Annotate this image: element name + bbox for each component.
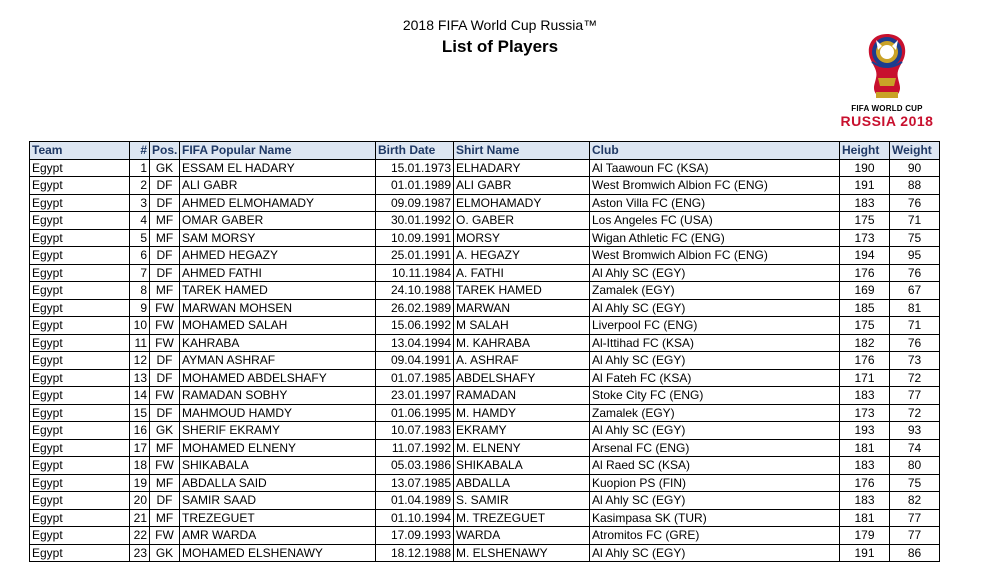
cell-popular-name: SHIKABALA	[180, 457, 376, 475]
table-row	[30, 404, 940, 422]
cell-shirt-name: ABDALLA	[454, 474, 590, 492]
cell-club: Al Ahly SC (EGY)	[590, 352, 840, 370]
cell-club: West Bromwich Albion FC (ENG)	[590, 247, 840, 265]
cell-birth-date: 13.04.1994	[376, 334, 454, 352]
cell-popular-name: TAREK HAMED	[180, 282, 376, 300]
cell-club: Atromitos FC (GRE)	[590, 527, 840, 545]
cell-position: GK	[150, 159, 180, 177]
cell-number: 13	[130, 369, 150, 387]
cell-birth-date: 15.06.1992	[376, 317, 454, 335]
cell-height: 183	[840, 457, 890, 475]
cell-team: Egypt	[30, 317, 130, 335]
cell-number: 23	[130, 544, 150, 562]
cell-weight: 77	[890, 527, 940, 545]
cell-team: Egypt	[30, 492, 130, 510]
cell-height: 183	[840, 387, 890, 405]
cell-shirt-name: MORSY	[454, 229, 590, 247]
cell-height: 176	[840, 474, 890, 492]
cell-position: FW	[150, 527, 180, 545]
cell-shirt-name: ALI GABR	[454, 177, 590, 195]
cell-height: 194	[840, 247, 890, 265]
cell-weight: 71	[890, 212, 940, 230]
cell-club: Al Fateh FC (KSA)	[590, 369, 840, 387]
cell-shirt-name: WARDA	[454, 527, 590, 545]
cell-position: DF	[150, 404, 180, 422]
cell-height: 191	[840, 544, 890, 562]
cell-number: 19	[130, 474, 150, 492]
cell-shirt-name: ELMOHAMADY	[454, 194, 590, 212]
table-row	[30, 264, 940, 282]
cell-height: 169	[840, 282, 890, 300]
cell-shirt-name: A. FATHI	[454, 264, 590, 282]
table-row	[30, 212, 940, 230]
cell-birth-date: 18.12.1988	[376, 544, 454, 562]
cell-team: Egypt	[30, 247, 130, 265]
cell-popular-name: AHMED FATHI	[180, 264, 376, 282]
cell-popular-name: TREZEGUET	[180, 509, 376, 527]
table-row	[30, 282, 940, 300]
cell-club: Aston Villa FC (ENG)	[590, 194, 840, 212]
cell-number: 3	[130, 194, 150, 212]
cell-weight: 81	[890, 299, 940, 317]
cell-popular-name: ABDALLA SAID	[180, 474, 376, 492]
cell-team: Egypt	[30, 509, 130, 527]
cell-team: Egypt	[30, 527, 130, 545]
cell-team: Egypt	[30, 282, 130, 300]
cell-height: 176	[840, 264, 890, 282]
cell-birth-date: 10.07.1983	[376, 422, 454, 440]
cell-team: Egypt	[30, 229, 130, 247]
cell-height: 176	[840, 352, 890, 370]
cell-position: DF	[150, 194, 180, 212]
cell-popular-name: SHERIF EKRAMY	[180, 422, 376, 440]
cell-number: 16	[130, 422, 150, 440]
cell-height: 181	[840, 439, 890, 457]
cell-number: 4	[130, 212, 150, 230]
cell-birth-date: 26.02.1989	[376, 299, 454, 317]
cell-height: 173	[840, 404, 890, 422]
cell-popular-name: MOHAMED ELNENY	[180, 439, 376, 457]
cell-birth-date: 11.07.1992	[376, 439, 454, 457]
cell-number: 8	[130, 282, 150, 300]
cell-position: DF	[150, 177, 180, 195]
table-row	[30, 544, 940, 562]
logo-text-bottom: RUSSIA 2018	[840, 113, 934, 129]
cell-position: FW	[150, 457, 180, 475]
cell-club: Arsenal FC (ENG)	[590, 439, 840, 457]
cell-number: 15	[130, 404, 150, 422]
cell-shirt-name: M. HAMDY	[454, 404, 590, 422]
logo-text-top: FIFA WORLD CUP	[851, 104, 923, 113]
cell-weight: 95	[890, 247, 940, 265]
cell-weight: 77	[890, 509, 940, 527]
cell-position: FW	[150, 387, 180, 405]
players-table-body	[30, 159, 940, 562]
cell-weight: 72	[890, 404, 940, 422]
cell-popular-name: MOHAMED SALAH	[180, 317, 376, 335]
table-row	[30, 334, 940, 352]
table-row	[30, 299, 940, 317]
column-header-team: Team	[30, 142, 130, 160]
cell-team: Egypt	[30, 544, 130, 562]
cell-height: 175	[840, 212, 890, 230]
cell-birth-date: 25.01.1991	[376, 247, 454, 265]
cell-number: 22	[130, 527, 150, 545]
column-header-popular-name: FIFA Popular Name	[180, 142, 376, 160]
cell-club: Kasimpasa SK (TUR)	[590, 509, 840, 527]
cell-team: Egypt	[30, 422, 130, 440]
table-row	[30, 177, 940, 195]
cell-club: Los Angeles FC (USA)	[590, 212, 840, 230]
cell-weight: 93	[890, 422, 940, 440]
cell-number: 14	[130, 387, 150, 405]
cell-birth-date: 09.04.1991	[376, 352, 454, 370]
cell-club: Al Raed SC (KSA)	[590, 457, 840, 475]
cell-club: Al Ahly SC (EGY)	[590, 492, 840, 510]
cell-weight: 82	[890, 492, 940, 510]
cell-shirt-name: M. ELSHENAWY	[454, 544, 590, 562]
table-row	[30, 352, 940, 370]
cell-height: 182	[840, 334, 890, 352]
cell-position: DF	[150, 264, 180, 282]
table-row	[30, 422, 940, 440]
table-row	[30, 457, 940, 475]
cell-weight: 75	[890, 229, 940, 247]
cell-popular-name: AMR WARDA	[180, 527, 376, 545]
column-header-number: #	[130, 142, 150, 160]
cell-team: Egypt	[30, 474, 130, 492]
cell-weight: 80	[890, 457, 940, 475]
cell-position: FW	[150, 334, 180, 352]
cell-popular-name: ALI GABR	[180, 177, 376, 195]
cell-position: DF	[150, 492, 180, 510]
cell-weight: 86	[890, 544, 940, 562]
cell-height: 179	[840, 527, 890, 545]
table-row	[30, 509, 940, 527]
table-row	[30, 247, 940, 265]
cell-height: 183	[840, 194, 890, 212]
fifa-world-cup-2018-logo-icon	[832, 26, 942, 130]
cell-birth-date: 01.07.1985	[376, 369, 454, 387]
table-row	[30, 387, 940, 405]
cell-team: Egypt	[30, 159, 130, 177]
table-row	[30, 474, 940, 492]
cell-birth-date: 01.04.1989	[376, 492, 454, 510]
cell-weight: 77	[890, 387, 940, 405]
cell-club: Stoke City FC (ENG)	[590, 387, 840, 405]
cell-shirt-name: M. TREZEGUET	[454, 509, 590, 527]
cell-club: Zamalek (EGY)	[590, 404, 840, 422]
cell-popular-name: MARWAN MOHSEN	[180, 299, 376, 317]
column-header-club: Club	[590, 142, 840, 160]
cell-weight: 67	[890, 282, 940, 300]
cell-birth-date: 01.10.1994	[376, 509, 454, 527]
cell-shirt-name: O. GABER	[454, 212, 590, 230]
cell-team: Egypt	[30, 457, 130, 475]
cell-club: Al Ahly SC (EGY)	[590, 299, 840, 317]
cell-height: 190	[840, 159, 890, 177]
cell-birth-date: 01.06.1995	[376, 404, 454, 422]
document-subtitle: 2018 FIFA World Cup Russia™	[402, 17, 598, 33]
cell-number: 6	[130, 247, 150, 265]
cell-number: 9	[130, 299, 150, 317]
cell-team: Egypt	[30, 369, 130, 387]
cell-popular-name: AYMAN ASHRAF	[180, 352, 376, 370]
cell-number: 17	[130, 439, 150, 457]
cell-birth-date: 24.10.1988	[376, 282, 454, 300]
cell-birth-date: 01.01.1989	[376, 177, 454, 195]
cell-number: 18	[130, 457, 150, 475]
table-header-row	[30, 142, 940, 160]
table-row	[30, 492, 940, 510]
cell-number: 7	[130, 264, 150, 282]
cell-popular-name: SAM MORSY	[180, 229, 376, 247]
players-table	[29, 141, 940, 562]
cell-birth-date: 17.09.1993	[376, 527, 454, 545]
cell-birth-date: 15.01.1973	[376, 159, 454, 177]
cell-shirt-name: S. SAMIR	[454, 492, 590, 510]
cell-popular-name: ESSAM EL HADARY	[180, 159, 376, 177]
table-row	[30, 229, 940, 247]
cell-weight: 74	[890, 439, 940, 457]
column-header-position: Pos.	[150, 142, 180, 160]
column-header-height: Height	[840, 142, 890, 160]
table-row	[30, 194, 940, 212]
cell-shirt-name: M. KAHRABA	[454, 334, 590, 352]
cell-height: 181	[840, 509, 890, 527]
cell-shirt-name: EKRAMY	[454, 422, 590, 440]
cell-popular-name: MOHAMED ABDELSHAFY	[180, 369, 376, 387]
cell-number: 5	[130, 229, 150, 247]
cell-birth-date: 23.01.1997	[376, 387, 454, 405]
cell-height: 175	[840, 317, 890, 335]
table-row	[30, 317, 940, 335]
cell-position: MF	[150, 474, 180, 492]
cell-team: Egypt	[30, 299, 130, 317]
cell-position: DF	[150, 369, 180, 387]
cell-number: 2	[130, 177, 150, 195]
cell-club: Zamalek (EGY)	[590, 282, 840, 300]
cell-popular-name: AHMED ELMOHAMADY	[180, 194, 376, 212]
cell-position: GK	[150, 422, 180, 440]
cell-club: Wigan Athletic FC (ENG)	[590, 229, 840, 247]
cell-team: Egypt	[30, 439, 130, 457]
cell-birth-date: 30.01.1992	[376, 212, 454, 230]
cell-weight: 72	[890, 369, 940, 387]
cell-shirt-name: MARWAN	[454, 299, 590, 317]
cell-shirt-name: ELHADARY	[454, 159, 590, 177]
cell-weight: 76	[890, 194, 940, 212]
cell-team: Egypt	[30, 212, 130, 230]
cell-popular-name: MAHMOUD HAMDY	[180, 404, 376, 422]
cell-club: Al Ahly SC (EGY)	[590, 422, 840, 440]
cell-popular-name: KAHRABA	[180, 334, 376, 352]
cell-number: 1	[130, 159, 150, 177]
cell-height: 173	[840, 229, 890, 247]
cell-weight: 76	[890, 334, 940, 352]
cell-weight: 73	[890, 352, 940, 370]
cell-shirt-name: A. ASHRAF	[454, 352, 590, 370]
cell-birth-date: 13.07.1985	[376, 474, 454, 492]
cell-popular-name: MOHAMED ELSHENAWY	[180, 544, 376, 562]
cell-birth-date: 05.03.1986	[376, 457, 454, 475]
cell-birth-date: 10.11.1984	[376, 264, 454, 282]
cell-position: MF	[150, 229, 180, 247]
cell-club: Al Ahly SC (EGY)	[590, 544, 840, 562]
document-title: List of Players	[441, 37, 559, 56]
cell-position: MF	[150, 509, 180, 527]
cell-team: Egypt	[30, 194, 130, 212]
cell-shirt-name: M SALAH	[454, 317, 590, 335]
cell-shirt-name: SHIKABALA	[454, 457, 590, 475]
cell-height: 185	[840, 299, 890, 317]
cell-weight: 76	[890, 264, 940, 282]
cell-club: Al-Ittihad FC (KSA)	[590, 334, 840, 352]
cell-shirt-name: M. ELNENY	[454, 439, 590, 457]
cell-weight: 75	[890, 474, 940, 492]
table-row	[30, 369, 940, 387]
cell-club: Liverpool FC (ENG)	[590, 317, 840, 335]
cell-number: 21	[130, 509, 150, 527]
cell-popular-name: SAMIR SAAD	[180, 492, 376, 510]
cell-position: MF	[150, 439, 180, 457]
column-header-weight: Weight	[890, 142, 940, 160]
cell-team: Egypt	[30, 177, 130, 195]
cell-number: 20	[130, 492, 150, 510]
cell-position: DF	[150, 247, 180, 265]
cell-club: Kuopion PS (FIN)	[590, 474, 840, 492]
cell-position: GK	[150, 544, 180, 562]
table-row	[30, 439, 940, 457]
cell-popular-name: RAMADAN SOBHY	[180, 387, 376, 405]
column-header-shirt-name: Shirt Name	[454, 142, 590, 160]
cell-team: Egypt	[30, 334, 130, 352]
cell-team: Egypt	[30, 404, 130, 422]
table-row	[30, 159, 940, 177]
cell-team: Egypt	[30, 352, 130, 370]
cell-shirt-name: TAREK HAMED	[454, 282, 590, 300]
cell-weight: 71	[890, 317, 940, 335]
cell-height: 191	[840, 177, 890, 195]
cell-position: DF	[150, 352, 180, 370]
cell-position: FW	[150, 299, 180, 317]
table-row	[30, 527, 940, 545]
cell-height: 171	[840, 369, 890, 387]
cell-position: MF	[150, 212, 180, 230]
cell-shirt-name: A. HEGAZY	[454, 247, 590, 265]
cell-height: 193	[840, 422, 890, 440]
cell-number: 11	[130, 334, 150, 352]
column-header-birth-date: Birth Date	[376, 142, 454, 160]
cell-position: FW	[150, 317, 180, 335]
cell-birth-date: 09.09.1987	[376, 194, 454, 212]
cell-shirt-name: ABDELSHAFY	[454, 369, 590, 387]
cell-weight: 90	[890, 159, 940, 177]
cell-club: West Bromwich Albion FC (ENG)	[590, 177, 840, 195]
cell-team: Egypt	[30, 264, 130, 282]
cell-number: 12	[130, 352, 150, 370]
cell-position: MF	[150, 282, 180, 300]
cell-club: Al Ahly SC (EGY)	[590, 264, 840, 282]
cell-club: Al Taawoun FC (KSA)	[590, 159, 840, 177]
cell-team: Egypt	[30, 387, 130, 405]
cell-popular-name: AHMED HEGAZY	[180, 247, 376, 265]
cell-popular-name: OMAR GABER	[180, 212, 376, 230]
cell-weight: 88	[890, 177, 940, 195]
cell-number: 10	[130, 317, 150, 335]
cell-birth-date: 10.09.1991	[376, 229, 454, 247]
cell-shirt-name: RAMADAN	[454, 387, 590, 405]
cell-height: 183	[840, 492, 890, 510]
